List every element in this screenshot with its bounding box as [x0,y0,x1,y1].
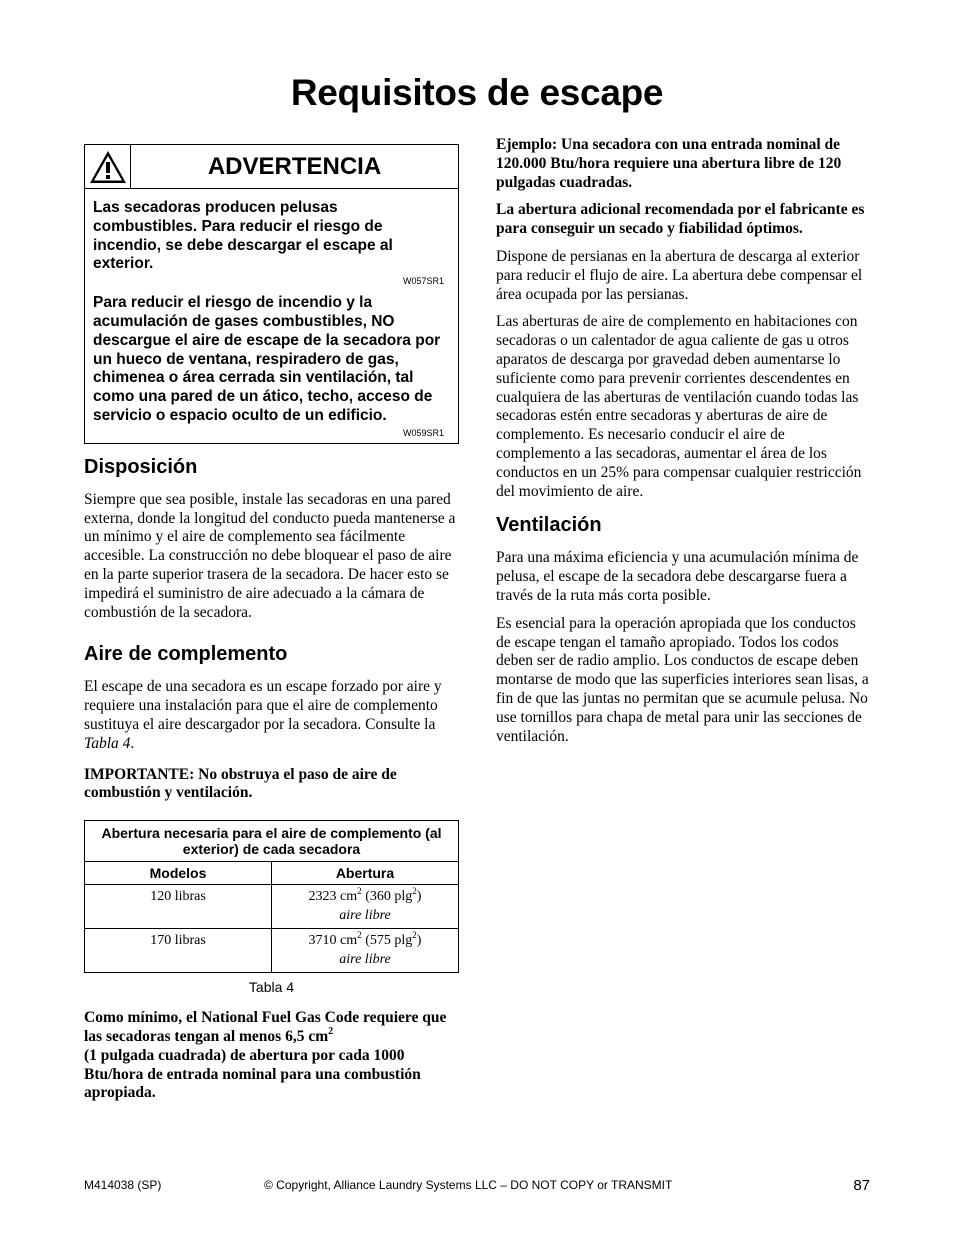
superscript: 2 [357,929,362,940]
warning-box [84,144,459,444]
table-caption: Abertura necesaria para el aire de complemento (al exterior) de cada secadora [85,821,459,862]
warning-paragraph-2: Para reducir el riesgo de incendio y la acumulación de gases combustibles, NO descargue el aire de escape de la secadora por un hueco de ventana, respiradero de gas, chimenea o área cerrada sin ventilación, tal como una pared de un ático, techo, acceso de servicio o espacio oculto de un edificio. [93,294,441,424]
warning-header [85,145,458,189]
importante-note: IMPORTANTE: No obstruya el paso de aire de combustión y ventilación. [84,765,397,802]
adicional-note: La abertura adicional recomendada por el fabricante es para conseguir un secado y fiabilidad óptimos. [496,201,865,238]
aire-text-post: . [130,734,135,752]
warning-title: ADVERTENCIA [207,152,382,180]
aire-text [84,678,459,753]
aire-heading: Aire de complemento [84,643,288,666]
table-header-models: Modelos [85,862,272,885]
aire-text-pre: El escape de una secadora es un escape forzado por aire y requiere una instalación para que el aire de complemento sustituya el aire descargador por la secadora. Consulte la [84,678,442,733]
superscript: 2 [328,1025,334,1037]
warning-icon-cell [85,145,131,188]
opening-free-air: aire libre [339,952,391,968]
ventilacion-text-1: Para una máxima eficiencia y una acumulación mínima de pelusa, el escape de la secadora debe descargarse fuera a través de la ruta más corta posible. [496,549,859,604]
opening-close: ) [416,933,422,949]
opening-cm: 2323 cm [308,889,358,905]
table-header-opening: Abertura [272,862,459,885]
aberturas-text: Las aberturas de aire de complemento en habitaciones con secadoras o un calentador de agua caliente de gas u otros aparatos de descarga por gravedad deben aumentarse lo suficiente como para prevenir corrientes descendentes en cualquiera de las aberturas de ventilación cuando todas las secadoras estén entre secadoras y aberturas de aire de complemento. Es necesario conducir el aire de complemento a las secadoras, aumentar el área de los conductos en un 25% para compensar cualquier restricción del movimiento de aire. [496,313,862,500]
left-column [84,144,459,1103]
superscript: 2 [357,885,362,896]
fuel-code-note [84,1009,459,1103]
table-cell-model: 120 libras [85,885,272,929]
opening-plg: (360 plg [361,889,413,905]
page-title: Requisitos de escape [290,72,664,113]
tabla-reference: Tabla 4 [84,734,131,752]
table-row [85,885,459,929]
table-row [85,929,459,973]
warning-body [85,189,458,443]
table-label: Tabla 4 [248,979,295,996]
persianas-text: Dispone de persianas en la abertura de descarga al exterior para reducir el flujo de aire. La abertura debe compensar el área ocupada por las persianas. [496,247,863,303]
opening-free-air: aire libre [339,908,391,924]
opening-cm: 3710 cm [308,933,358,949]
opening-plg: (575 plg [361,933,413,949]
footer-page-number: 87 [853,1177,870,1194]
warning-triangle-icon [89,150,127,184]
warning-paragraph-1: Las secadoras producen pelusas combustibles. Para reducir el riesgo de incendio, se debe descargar el escape al exterior. [93,199,393,273]
warning-code-1: W057SR1 [402,276,444,287]
ejemplo-note: Ejemplo: Una secadora con una entrada nominal de 120.000 Btu/hora requiere una abertura libre de 120 pulgadas cuadradas. [496,136,842,191]
fuel-code-line-1: Como mínimo, el National Fuel Gas Code requiere que las secadoras tengan al menos 6,5 cm [84,1009,447,1045]
opening-table [84,820,459,973]
table-cell-opening [272,885,459,929]
fuel-code-line-2: (1 pulgada cuadrada) de abertura por cada 1000 Btu/hora de entrada nominal para una combustión apropiada. [84,1046,421,1102]
table-cell-model: 170 libras [85,929,272,973]
superscript: 2 [412,929,417,940]
right-column [496,136,871,746]
disposicion-text: Siempre que sea posible, instale las secadoras en una pared externa, donde la longitud del conducto pueda mantenerse a un mínimo y el aire de complemento sea fácilmente accesible. La construcción no debe bloquear el paso de aire en la parte superior trasera de la secadora. De hacer esto se impedirá el suministro de aire adecuado a la cámara de combustión de la secadora. [84,490,456,621]
footer-doc-id: M414038 (SP) [84,1178,162,1192]
warning-code-2: W059SR1 [402,427,444,438]
superscript: 2 [412,885,417,896]
disposicion-heading: Disposición [84,455,198,478]
ventilacion-text-2: Es esencial para la operación apropiada que los conductos de escape tengan el tamaño apropiado. Todos los codos deben ser de radio amplio. Los conductos de escape deben montarse de modo que las superficies interiores sean lisas, a fin de que las juntas no permitan que se acumule pelusa. No use tornillos para chapa de metal para unir las secciones de ventilación. [496,614,869,745]
table-cell-opening [272,929,459,973]
ventilacion-heading: Ventilación [496,514,602,537]
opening-close: ) [416,889,422,905]
footer-copyright: © Copyright, Alliance Laundry Systems LLC – DO NOT COPY or TRANSMIT [264,1178,673,1192]
